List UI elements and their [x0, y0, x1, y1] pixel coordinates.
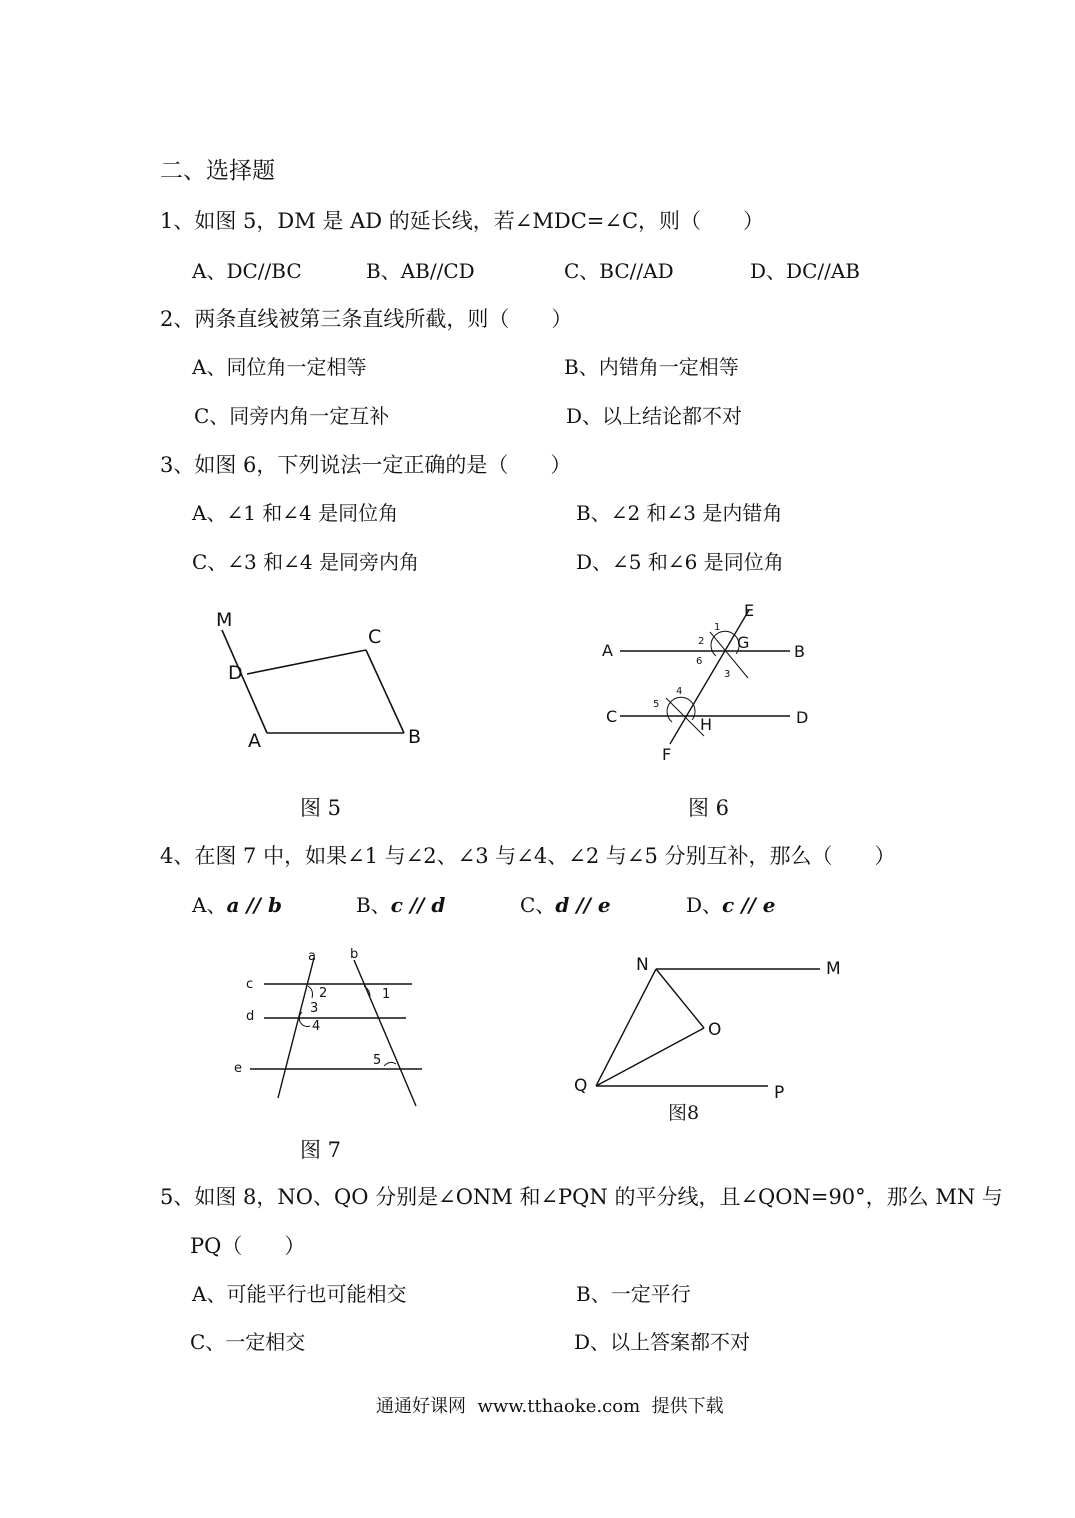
question-3-option-d: D、∠5 和∠6 是同位角 — [576, 550, 784, 574]
question-3-stem: 3、如图 6，下列说法一定正确的是（ ） — [160, 453, 572, 477]
fig6-label-f: F — [662, 745, 672, 764]
fig6-angle-4: 4 — [676, 686, 683, 697]
question-4-option-d: D、c // e — [686, 893, 776, 917]
fig7-label-e: e — [234, 1061, 242, 1076]
figure-8-caption: 图8 — [668, 1102, 700, 1124]
fig5-label-m: M — [216, 609, 233, 631]
question-1-option-c: C、BC//AD — [564, 259, 674, 283]
fig8-label-m: M — [826, 959, 841, 979]
fig8-label-o: O — [708, 1020, 722, 1040]
fig7-angle-2: 2 — [319, 986, 328, 1001]
fig6-label-b: B — [794, 642, 805, 661]
figure-6-caption: 图 6 — [688, 796, 730, 820]
question-3-option-b: B、∠2 和∠3 是内错角 — [576, 501, 783, 525]
fig6-angle-2: 2 — [698, 636, 705, 647]
fig6-label-a: A — [602, 641, 613, 660]
question-4-stem: 4、在图 7 中，如果∠1 与∠2、∠3 与∠4、∠2 与∠5 分别互补，那么（ ） — [160, 844, 896, 868]
figure-7-caption: 图 7 — [300, 1138, 342, 1162]
fig6-label-h: H — [700, 715, 713, 734]
figure-5 — [200, 602, 460, 772]
fig6-label-g: G — [737, 633, 750, 652]
fig7-angle-5: 5 — [373, 1053, 382, 1068]
question-1-option-d: D、DC//AB — [750, 259, 860, 283]
fig5-label-b: B — [408, 726, 422, 748]
figure-8 — [568, 946, 841, 1106]
question-2-stem: 2、两条直线被第三条直线所截，则（ ） — [160, 307, 573, 331]
fig5-label-d: D — [228, 662, 243, 684]
fig8-label-p: P — [774, 1083, 785, 1103]
question-2-option-a: A、同位角一定相等 — [192, 355, 367, 379]
fig7-label-b: b — [350, 947, 359, 962]
fig6-angle-1: 1 — [714, 622, 721, 633]
fig7-angle-4: 4 — [312, 1019, 321, 1034]
fig6-angle-6: 6 — [696, 656, 703, 667]
section-title: 二、选择题 — [160, 158, 275, 184]
question-5-option-d: D、以上答案都不对 — [574, 1330, 751, 1354]
question-2-option-b: B、内错角一定相等 — [564, 355, 739, 379]
question-4-option-b: B、c // d — [356, 893, 446, 917]
question-5-stem-continued: PQ（ ） — [190, 1234, 306, 1258]
question-5-stem: 5、如图 8，NO、QO 分别是∠ONM 和∠PQN 的平分线，且∠QON=90°，那么 MN 与 — [160, 1185, 1003, 1209]
question-4-option-c: C、d // e — [520, 893, 611, 917]
fig6-label-e: E — [744, 601, 755, 620]
fig8-label-q: Q — [574, 1076, 588, 1096]
question-1-option-b: B、AB//CD — [366, 259, 475, 283]
footer-text: 通通好课网 www.tthaoke.com 提供下载 — [376, 1396, 724, 1417]
fig7-label-c: c — [246, 977, 254, 992]
fig7-angle-1: 1 — [382, 987, 391, 1002]
question-3-option-c: C、∠3 和∠4 是同旁内角 — [192, 550, 419, 574]
fig6-angle-3: 3 — [724, 669, 731, 680]
fig7-label-a: a — [308, 949, 316, 964]
question-4-option-a: A、a // b — [192, 893, 282, 917]
fig6-label-d: D — [796, 708, 809, 727]
fig6-label-c: C — [606, 707, 618, 726]
question-3-option-a: A、∠1 和∠4 是同位角 — [192, 501, 399, 525]
fig8-label-n: N — [636, 955, 649, 975]
question-2-option-d: D、以上结论都不对 — [566, 404, 743, 428]
figure-7 — [230, 942, 430, 1112]
question-5-option-b: B、一定平行 — [576, 1282, 691, 1306]
figure-5-caption: 图 5 — [300, 796, 342, 820]
question-2-option-c: C、同旁内角一定互补 — [194, 404, 390, 428]
fig7-label-d: d — [246, 1009, 255, 1024]
question-1-stem: 1、如图 5，DM 是 AD 的延长线，若∠MDC=∠C，则（ ） — [160, 209, 765, 233]
question-5-option-a: A、可能平行也可能相交 — [192, 1282, 407, 1306]
question-5-option-c: C、一定相交 — [190, 1330, 306, 1354]
figure-6 — [596, 596, 836, 766]
fig5-label-a: A — [248, 730, 261, 752]
fig6-angle-5: 5 — [653, 699, 660, 710]
fig5-label-c: C — [368, 626, 382, 648]
question-1-option-a: A、DC//BC — [192, 259, 302, 283]
fig7-angle-3: 3 — [310, 1001, 319, 1016]
